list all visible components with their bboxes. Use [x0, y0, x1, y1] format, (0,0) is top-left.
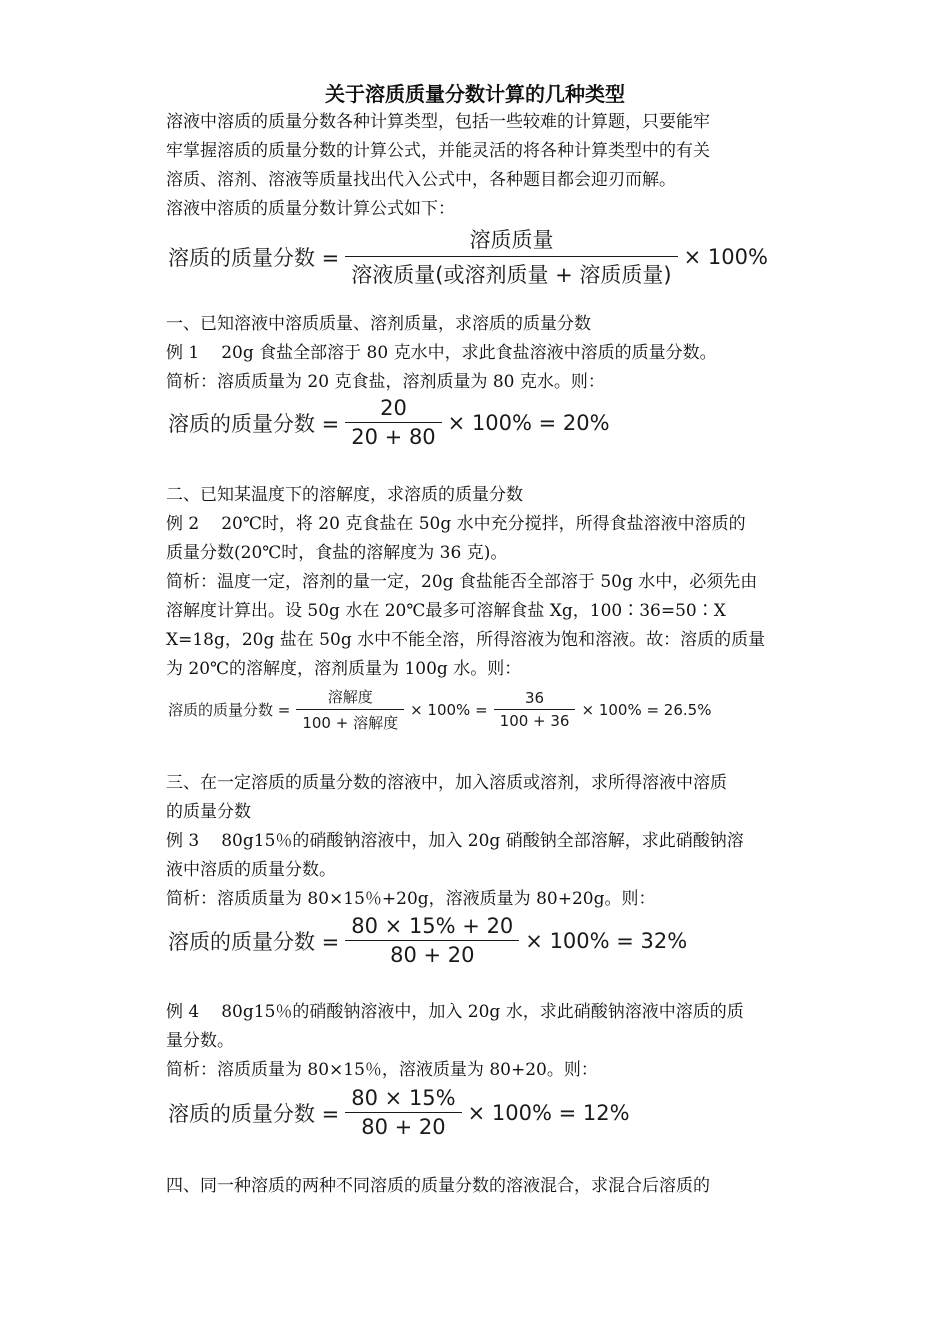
example-label: 例 3	[166, 831, 200, 851]
main-formula	[166, 224, 770, 289]
example-2	[166, 510, 786, 539]
fraction-denominator: 80 + 20	[390, 943, 475, 967]
example-3-text: 液中溶质的质量分数。	[166, 860, 336, 880]
section-1-heading: 一、已知溶液中溶质质量、溶剂质量，求溶质的质量分数	[166, 314, 591, 334]
formula-lhs: 溶质的质量分数 =	[168, 701, 291, 719]
formula-fraction	[345, 224, 677, 289]
intro-line: 牢掌握溶质的质量分数的计算公式，并能灵活的将各种计算类型中的有关	[166, 141, 710, 161]
example-4-formula	[166, 1086, 632, 1139]
fraction-numerator: 36	[525, 689, 545, 707]
formula-lhs: 溶质的质量分数 =	[168, 245, 340, 270]
formula-fraction	[494, 689, 576, 730]
section-2	[166, 481, 786, 684]
fraction-numerator: 80 × 15% + 20	[351, 914, 514, 938]
example-1	[166, 339, 786, 368]
example-4	[166, 998, 786, 1027]
example-4-block	[166, 998, 786, 1085]
formula-tail: × 100% = 26.5%	[581, 700, 712, 719]
section-3-heading: 三、在一定溶质的质量分数的溶液中，加入溶质或溶剂，求所得溶液中溶质	[166, 773, 727, 793]
example-text: 20g 食盐全部溶于 80 克水中，求此食盐溶液中溶质的质量分数。	[221, 343, 717, 363]
intro-paragraph	[166, 108, 786, 224]
formula-fraction	[296, 686, 404, 733]
fraction-denominator: 100 + 溶解度	[302, 714, 399, 732]
example-label: 例 2	[166, 514, 200, 534]
fraction-denominator: 溶液质量(或溶剂质量 + 溶质质量)	[351, 263, 672, 287]
example-3-formula	[166, 914, 689, 967]
fraction-numerator: 80 × 15%	[351, 1086, 456, 1110]
formula-fraction	[345, 914, 519, 967]
example-label: 例 4	[166, 1002, 200, 1022]
fraction-denominator: 80 + 20	[361, 1115, 446, 1139]
fraction-numerator: 溶质质量	[469, 228, 554, 252]
fraction-numerator: 溶解度	[327, 688, 373, 706]
example-label: 例 1	[166, 343, 200, 363]
intro-line: 溶质、溶剂、溶液等质量找出代入公式中，各种题目都会迎刃而解。	[166, 170, 676, 190]
example-2-analysis: X=18g，20g 盐在 50g 水中不能全溶，所得溶液为饱和溶液。故：溶质的质量	[166, 630, 766, 650]
example-4-text: 量分数。	[166, 1031, 234, 1051]
section-4	[166, 1172, 786, 1201]
document-title: 关于溶质质量分数计算的几种类型	[325, 82, 625, 106]
example-3	[166, 827, 786, 856]
example-4-analysis: 简析：溶质质量为 80×15％，溶液质量为 80+20。则：	[166, 1060, 598, 1080]
example-2-analysis: 简析：温度一定，溶剂的量一定，20g 食盐能否全部溶于 50g 水中，必须先由	[166, 572, 758, 592]
fraction-denominator: 100 + 36	[499, 712, 570, 730]
formula-tail: × 100% = 20%	[447, 410, 610, 435]
section-3-heading: 的质量分数	[166, 802, 251, 822]
formula-tail: × 100% = 32%	[525, 928, 688, 953]
example-2-text: 质量分数(20℃时，食盐的溶解度为 36 克)。	[166, 543, 508, 563]
intro-line: 溶液中溶质的质量分数各种计算类型，包括一些较难的计算题，只要能牢	[166, 112, 710, 132]
example-2-formula	[166, 686, 713, 733]
formula-lhs: 溶质的质量分数 =	[168, 929, 340, 954]
example-text: 80g15％的硝酸钠溶液中，加入 20g 硝酸钠全部溶解，求此硝酸钠溶	[221, 831, 744, 851]
formula-operator: × 100% =	[410, 700, 488, 719]
example-2-analysis: 溶解度计算出。设 50g 水在 20℃最多可溶解食盐 Xg，100∶36=50∶X	[166, 601, 726, 621]
example-2-analysis: 为 20℃的溶解度，溶剂质量为 100g 水。则：	[166, 659, 522, 679]
fraction-denominator: 20 + 80	[351, 425, 436, 449]
example-text: 80g15％的硝酸钠溶液中，加入 20g 水，求此硝酸钠溶液中溶质的质	[221, 1002, 744, 1022]
example-3-analysis: 简析：溶质质量为 80×15％+20g，溶液质量为 80+20g。则：	[166, 889, 656, 909]
formula-lhs: 溶质的质量分数 =	[168, 411, 340, 436]
formula-tail: × 100%	[683, 244, 768, 269]
intro-line: 溶液中溶质的质量分数计算公式如下：	[166, 199, 455, 219]
section-4-heading: 四、同一种溶质的两种不同溶质的质量分数的溶液混合，求混合后溶质的	[166, 1176, 710, 1196]
section-2-heading: 二、已知某温度下的溶解度，求溶质的质量分数	[166, 485, 523, 505]
example-text: 20℃时，将 20 克食盐在 50g 水中充分搅拌，所得食盐溶液中溶质的	[221, 514, 746, 534]
formula-fraction	[345, 1086, 461, 1139]
example-1-analysis: 简析：溶质质量为 20 克食盐，溶剂质量为 80 克水。则：	[166, 372, 605, 392]
formula-fraction	[345, 396, 441, 449]
section-3	[166, 769, 786, 914]
section-1	[166, 310, 786, 397]
formula-tail: × 100% = 12%	[467, 1100, 630, 1125]
formula-lhs: 溶质的质量分数 =	[168, 1101, 340, 1126]
fraction-numerator: 20	[380, 396, 407, 420]
example-1-formula	[166, 396, 612, 449]
